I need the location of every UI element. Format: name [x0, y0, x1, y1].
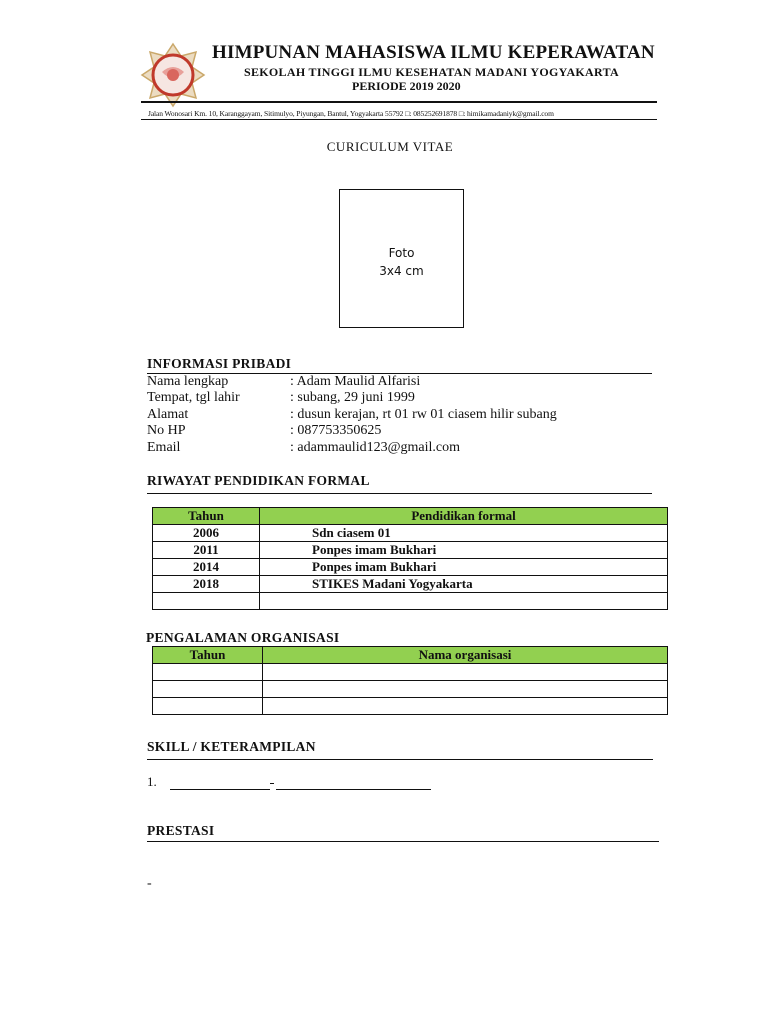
year-cell — [153, 664, 263, 681]
header-rule-top — [141, 101, 657, 103]
skill-heading: SKILL / KETERAMPILAN — [147, 739, 316, 754]
education-cell: Ponpes imam Bukhari — [260, 559, 668, 576]
value-full-name: : Adam Maulid Alfarisi — [290, 374, 421, 389]
skill-rule — [147, 759, 653, 760]
education-cell — [260, 593, 668, 610]
year-cell: 2018 — [153, 576, 260, 593]
education-heading: RIWAYAT PENDIDIKAN FORMAL — [147, 473, 370, 488]
education-cell: Sdn ciasem 01 — [260, 525, 668, 542]
school-name: SEKOLAH TINGGI ILMU KESEHATAN MADANI YOGYAKARTA — [244, 65, 619, 79]
table-row — [153, 559, 668, 576]
skill-dash — [270, 783, 274, 784]
table-row — [153, 576, 668, 593]
skill-blank-1 — [170, 789, 270, 790]
value-phone: : 087753350625 — [290, 423, 382, 438]
table-row — [153, 593, 668, 610]
education-rule — [147, 493, 652, 494]
organization-heading: PENGALAMAN ORGANISASI — [146, 630, 340, 645]
organization-cell — [263, 698, 668, 715]
skill-blank-2 — [276, 789, 431, 790]
education-cell: STIKES Madani Yogyakarta — [260, 576, 668, 593]
photo-placeholder — [339, 189, 464, 328]
year-cell: 2006 — [153, 525, 260, 542]
col-year-header: Tahun — [153, 508, 260, 525]
year-cell — [153, 698, 263, 715]
label-address: Alamat — [147, 407, 189, 422]
label-email: Email — [147, 440, 181, 455]
personal-info-heading: INFORMASI PRIBADI — [147, 356, 292, 371]
year-cell — [153, 593, 260, 610]
value-email: : adammaulid123@gmail.com — [290, 440, 460, 455]
prestasi-rule — [147, 841, 659, 842]
organization-logo — [140, 42, 206, 108]
education-cell: Ponpes imam Bukhari — [260, 542, 668, 559]
table-row — [153, 681, 668, 698]
col-organization-header: Nama organisasi — [263, 647, 668, 664]
prestasi-item-marker: - — [147, 876, 152, 891]
year-cell: 2014 — [153, 559, 260, 576]
value-address: : dusun kerajan, rt 01 rw 01 ciasem hilir subang — [290, 407, 557, 422]
table-row — [153, 525, 668, 542]
organization-table — [152, 646, 668, 715]
address-line: Jalan Wonosari Km. 10, Karanggayam, Sitimulyo, Piyungan, Bantul, Yogyakarta 55792 □: 085252691878 □: himikamadaniyk@gmail.com — [148, 109, 554, 118]
organization-cell — [263, 664, 668, 681]
table-row — [153, 698, 668, 715]
label-phone: No HP — [147, 423, 186, 438]
organization-name: HIMPUNAN MAHASISWA ILMU KEPERAWATAN — [212, 42, 655, 63]
document-title: CURICULUM VITAE — [326, 139, 454, 154]
table-row — [153, 542, 668, 559]
photo-label: Foto — [388, 246, 415, 260]
label-full-name: Nama lengkap — [147, 374, 229, 389]
year-cell — [153, 681, 263, 698]
col-year-header: Tahun — [153, 647, 263, 664]
table-header-row — [153, 647, 668, 664]
period: PERIODE 2019 2020 — [352, 79, 461, 93]
header-rule-bottom — [141, 119, 657, 120]
col-education-header: Pendidikan formal — [260, 508, 668, 525]
year-cell: 2011 — [153, 542, 260, 559]
prestasi-heading: PRESTASI — [147, 823, 215, 838]
education-table — [152, 507, 668, 610]
value-birth: : subang, 29 juni 1999 — [290, 390, 415, 405]
table-header-row — [153, 508, 668, 525]
skill-item-number: 1. — [147, 774, 157, 789]
label-birth: Tempat, tgl lahir — [147, 390, 240, 405]
table-row — [153, 664, 668, 681]
organization-cell — [263, 681, 668, 698]
photo-size: 3x4 cm — [379, 264, 424, 278]
